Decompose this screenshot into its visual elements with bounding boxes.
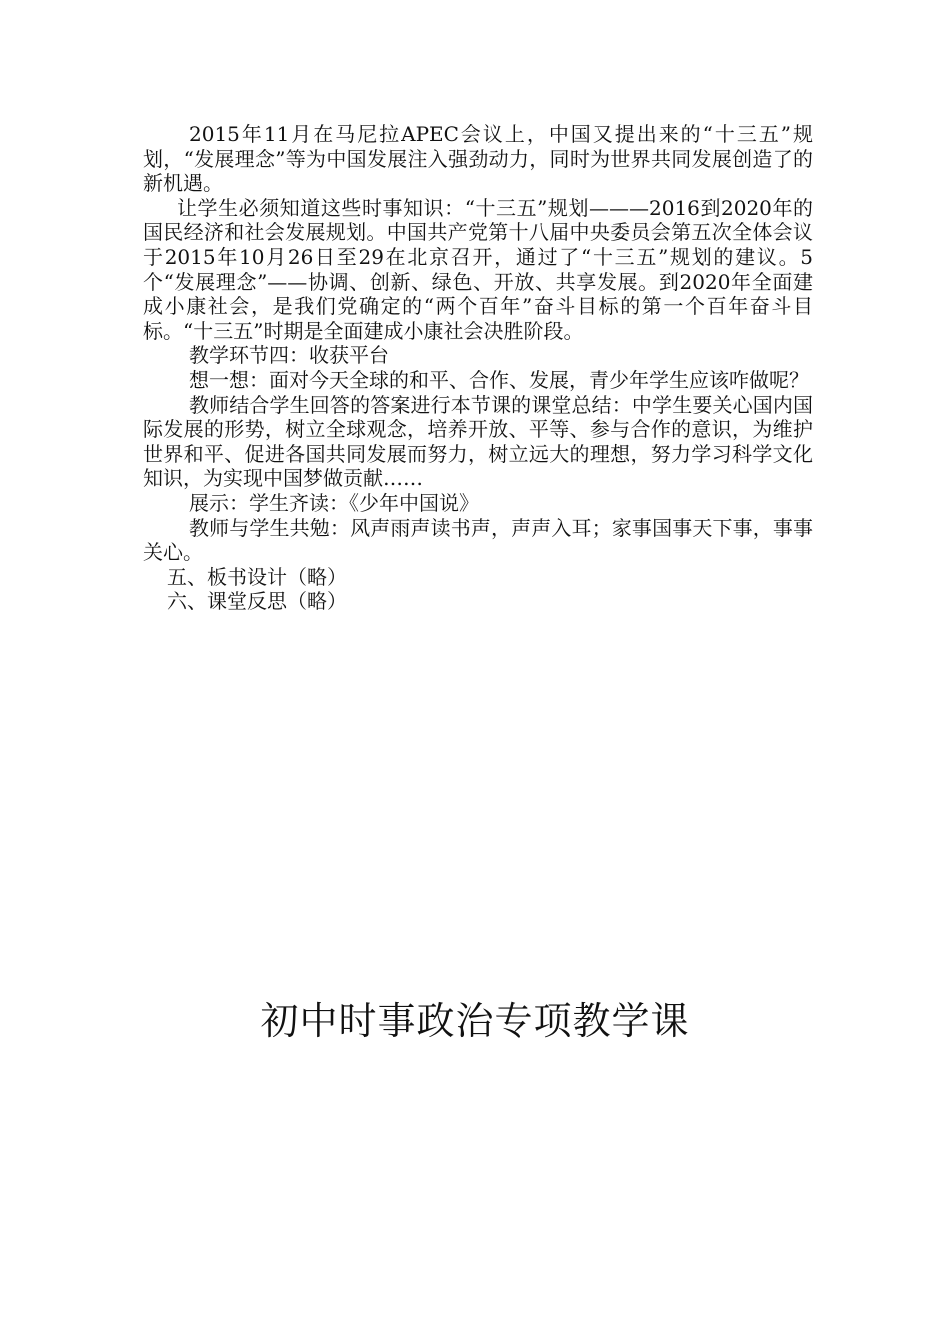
section-board-design: 五、板书设计（略） [167,564,347,589]
paragraph-thirteenth-five-year-plan: 让学生必须知道这些时事知识：“十三五”规划———2016到2020年的国民经济和社会发展规划。中国共产党第十八届中央委员会第五次全体会议于2015年10月26日至29在北京召开，通过了“十三五”规划的建议。5个“发展理念”——协调、创新、绿色、开放、共享发展。到2020年全面建成小康社会，是我们党确定的“两个百年”奋斗目标的第一个百年奋斗目标。“十三五”时期是全面建成小康社会决胜阶段。 [143,195,813,343]
paragraph-apec: 2015年11月在马尼拉APEC会议上，中国又提出来的“十三五”规划，“发展理念”等为中国发展注入强劲动力，同时为世界共同发展创造了的新机遇。 [143,122,813,196]
section-class-reflection: 六、课堂反思（略） [167,589,347,614]
paragraph-think-question: 想一想：面对今天全球的和平、合作、发展，青少年学生应该咋做呢？ [189,367,809,392]
document-title: 初中时事政治专项教学课 [260,999,690,1043]
paragraph-teacher-summary: 教师结合学生回答的答案进行本节课的课堂总结：中学生要关心国内国际发展的形势，树立全球观念，培养开放、平等、参与合作的意识，为维护世界和平、促进各国共同发展而努力，树立远大的理想，努力学习科学文化知识，为实现中国梦做贡献…… [143,392,813,491]
document-body [143,122,813,614]
section-heading-harvest-platform: 教学环节四：收获平台 [189,343,389,368]
paragraph-mutual-encouragement: 教师与学生共勉：风声雨声读书声，声声入耳；家事国事天下事，事事关心。 [143,515,813,565]
paragraph-display-reading: 展示：学生齐读：《少年中国说》 [189,490,479,515]
